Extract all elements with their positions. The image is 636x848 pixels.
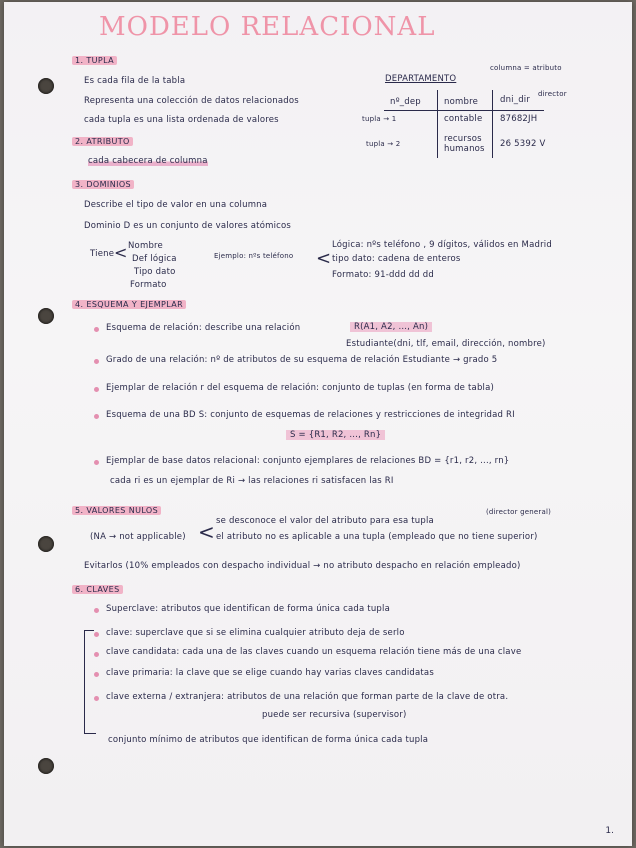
tupla-line-1: Es cada fila de la tabla — [84, 76, 186, 86]
dominio-ejemplo: Ejemplo: nºs teléfono — [214, 252, 294, 260]
punch-hole — [38, 758, 54, 774]
esquema-b3: Ejemplar de relación r del esquema de relación: conjunto de tuplas (en forma de tabla) — [106, 383, 495, 393]
dominios-line-2: Dominio D es un conjunto de valores atómicos — [84, 221, 292, 231]
bullet-icon — [94, 460, 99, 465]
bullet-icon — [94, 359, 99, 364]
clave-superclave: Superclave: atributos que identifican de forma única cada tupla — [106, 604, 390, 614]
nulos-l2: el atributo no es aplicable a una tupla (empleado que no tiene superior) — [216, 532, 538, 542]
esquema-b5-cont: cada ri es un ejemplar de Ri → las relaciones ri satisfacen las RI — [110, 476, 394, 486]
esquema-example: Estudiante(dni, tlf, email, dirección, nombre) — [346, 339, 546, 349]
clave-clave: clave: superclave que si se elimina cualquier atributo deja de serlo — [106, 628, 405, 638]
bracket-line — [84, 733, 96, 734]
esquema-b5: Ejemplar de base datos relacional: conjunto ejemplares de relaciones BD = {r1, r2, ..., rn} — [106, 456, 510, 466]
atributo-def — [88, 156, 208, 166]
table-rule — [492, 90, 493, 158]
table-rule — [384, 110, 544, 111]
bd-formula: S = {R1, R2, ..., Rn} — [286, 430, 385, 440]
table-header-dni: dni_dir — [500, 95, 531, 105]
nulos-note: (director general) — [486, 508, 552, 516]
dominio-item: Formato — [130, 280, 167, 290]
table-name: DEPARTAMENTO — [385, 74, 457, 84]
brace-icon: < — [316, 248, 332, 269]
nulos-l1: se desconoce el valor del atributo para esa tupla — [216, 516, 434, 526]
brace-icon: < — [198, 520, 215, 544]
page-title: MODELO RELACIONAL — [99, 12, 436, 42]
atributo-text: cada cabecera de columna — [88, 156, 208, 166]
ejemplo-item: tipo dato: cadena de enteros — [332, 254, 461, 264]
table-row-label: tupla → 2 — [366, 140, 401, 148]
tupla-line-3: cada tupla es una lista ordenada de valores — [84, 115, 279, 125]
table-row-label: tupla → 1 — [362, 115, 397, 123]
bullet-icon — [94, 632, 99, 637]
tupla-line-2: Representa una colección de datos relacionados — [84, 96, 299, 106]
bullet-icon — [94, 327, 99, 332]
bracket-line — [84, 630, 85, 734]
clave-primaria: clave primaria: la clave que se elige cuando hay varias claves candidatas — [106, 668, 434, 678]
esquema-b2: Grado de una relación: nº de atributos de su esquema de relación Estudiante → grado 5 — [106, 355, 498, 365]
table-cell: recursos humanos — [444, 134, 485, 154]
section-esquema: 4. ESQUEMA Y EJEMPLAR — [72, 300, 186, 309]
section-tupla: 1. TUPLA — [72, 56, 117, 65]
dominio-item: Nombre — [128, 241, 163, 251]
bullet-icon — [94, 652, 99, 657]
notebook-page — [4, 2, 632, 846]
punch-hole — [38, 78, 54, 94]
dominios-tiene: Tiene — [90, 249, 115, 259]
table-cell: 26 5392 V — [500, 139, 546, 149]
table-cell: contable — [444, 114, 483, 124]
bullet-icon — [94, 672, 99, 677]
dominio-item: Def lógica — [132, 254, 177, 264]
clave-externa: clave externa / extranjera: atributos de una relación que forman parte de la clave de otra. — [106, 692, 509, 702]
dominio-item: Tipo dato — [134, 267, 176, 277]
section-dominios: 3. DOMINIOS — [72, 180, 134, 189]
table-note-top: columna = atributo — [490, 64, 562, 72]
table-header-num: nº_dep — [390, 97, 421, 107]
clave-candidata: clave candidata: cada una de las claves cuando un esquema relación tiene más de una clave — [106, 647, 522, 657]
section-claves: 6. CLAVES — [72, 585, 123, 594]
esquema-formula: R(A1, A2, ..., An) — [350, 322, 432, 332]
bullet-icon — [94, 608, 99, 613]
ejemplo-item: Formato: 91-ddd dd dd — [332, 270, 434, 280]
nulos-l3: Evitarlos (10% empleados con despacho individual → no atributo despacho en relación empleado) — [84, 561, 521, 571]
esquema-b4: Esquema de una BD S: conjunto de esquemas de relaciones y restricciones de integridad RI — [106, 410, 515, 420]
section-atributo: 2. ATRIBUTO — [72, 137, 133, 146]
nulos-label: (NA → not applicable) — [90, 532, 186, 542]
bracket-line — [84, 630, 94, 631]
table-cell: 87682JH — [500, 114, 538, 124]
punch-hole — [38, 308, 54, 324]
clave-externa-cont: puede ser recursiva (supervisor) — [262, 710, 407, 720]
bullet-icon — [94, 696, 99, 701]
punch-hole — [38, 536, 54, 552]
bullet-icon — [94, 387, 99, 392]
ejemplo-item: Lógica: nºs teléfono , 9 dígitos, válidos en Madrid — [332, 240, 552, 250]
table-header-nombre: nombre — [444, 97, 479, 107]
esquema-b1: Esquema de relación: describe una relación — [106, 323, 301, 333]
bullet-icon — [94, 414, 99, 419]
brace-icon: < — [114, 243, 128, 262]
dominios-line-1: Describe el tipo de valor en una columna — [84, 200, 268, 210]
table-rule — [437, 90, 438, 158]
page-number: 1. — [605, 826, 614, 836]
clave-conjunto-minimo: conjunto mínimo de atributos que identifican de forma única cada tupla — [108, 735, 429, 745]
table-note-right: director — [538, 90, 567, 98]
section-nulos: 5. VALORES NULOS — [72, 506, 161, 515]
